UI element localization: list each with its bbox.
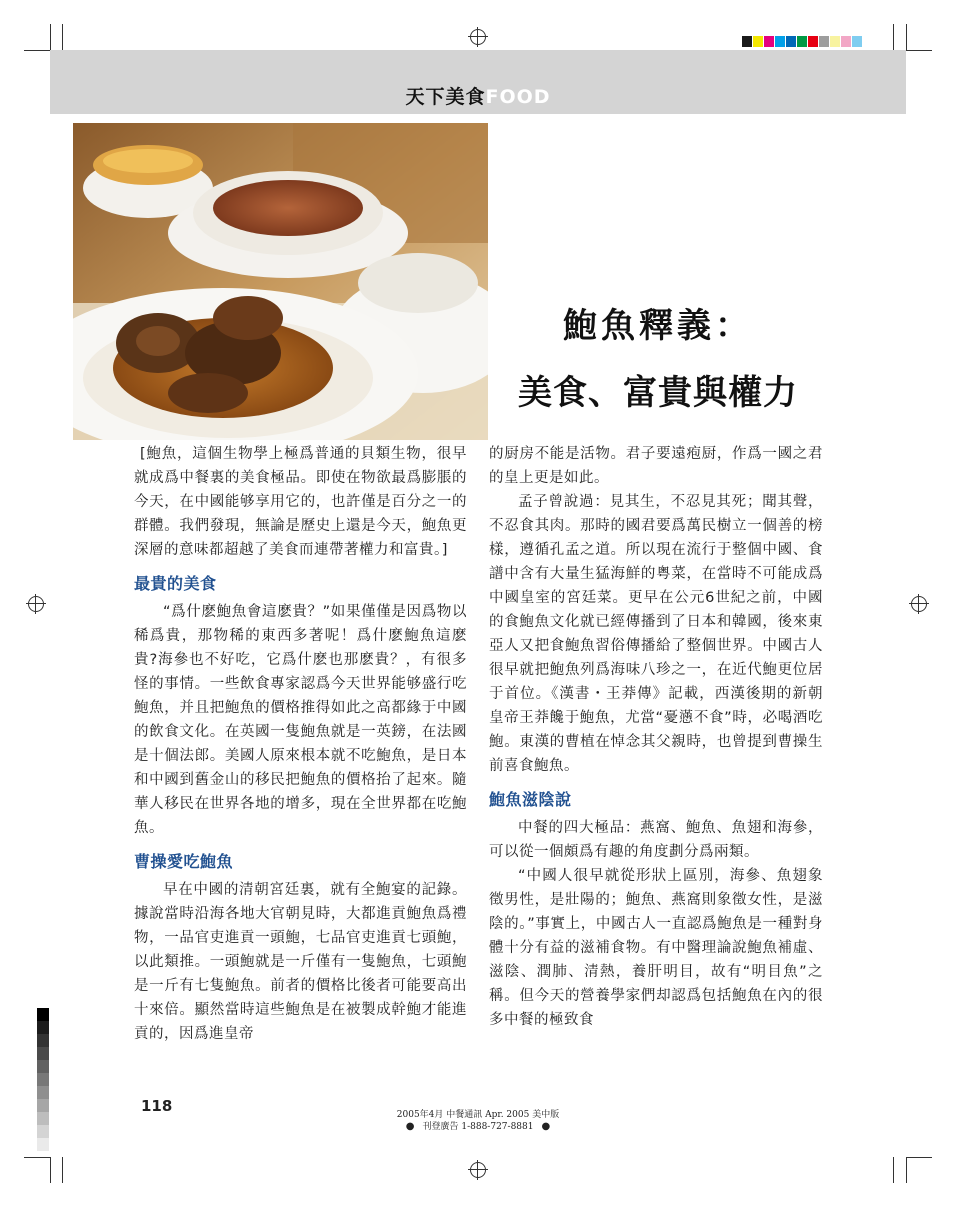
- section-title: [0, 82, 956, 109]
- crop-mark: [62, 24, 63, 50]
- abalone-dish-photo: [73, 123, 488, 440]
- article-headline-line2: 美食、富貴與權力: [518, 373, 798, 413]
- body-paragraph: 孟子曾說過：見其生，不忍見其死；聞其聲，不忍食其肉。那時的國君要爲萬民樹立一個善的榜樣，遵循孔孟之道。所以現在流行于整個中國、食譜中含有大量生猛海鮮的粤菜，在當時不可能成爲中國皇室的宮廷菜。更早在公元6世紀之前，中國的食鮑魚文化就已經傳播到了日本和韓國，後來東亞人又把食鮑魚習俗傳播給了整個世界。中國古人很早就把鮑魚列爲海味八珍之一，在近代鮑更位居于首位。《漢書・王莽傳》記載，西漢後期的新朝皇帝王莽饞于鮑魚，尤當“憂懣不食”時，必喝酒吃鮑。東漢的曹植在悼念其父親時，也曾提到曹操生前喜食鮑魚。: [489, 494, 823, 774]
- body-paragraph: 早在中國的清朝宮廷裏，就有全鮑宴的記錄。據說當時沿海各地大官朝見時，大都進貢鮑魚爲禮物，一品官吏進貢一頭鮑，七品官吏進貢七頭鮑，以此類推。一頭鮑就是一斤僅有一隻鮑魚，七頭鮑是一斤有七隻鮑魚。前者的價格比後者可能要高出十來倍。顯然當時這些鮑魚是在被製成幹鮑才能進貢的，因爲進皇帝: [134, 882, 467, 1042]
- body-paragraph: “中國人很早就從形狀上區別，海參、魚翅象徵男性，是壯陽的；鮑魚、燕窩則象徵女性，是滋陰的。”事實上，中國古人一直認爲鮑魚是一種對身體十分有益的滋補食物。有中醫理論說鮑魚補虛、滋陰、潤肺、清熱，養肝明目，故有“明目魚”之稱。但今天的營養學家們却認爲包括鮑魚在內的很多中餐的極致食: [489, 868, 823, 1028]
- color-swatch: [742, 36, 753, 47]
- color-calibration-bar: [742, 36, 863, 47]
- crop-mark: [893, 24, 894, 50]
- article-headline-line1: 鮑魚釋義：: [563, 306, 753, 346]
- bullet-icon: ●: [541, 1121, 551, 1132]
- color-swatch: [775, 36, 786, 47]
- article-intro: [鮑魚，這個生物學上極爲普通的貝類生物，很早就成爲中餐裏的美食極品。即使在物欲最爲膨脹的今天，在中國能够享用它的，也許僅是百分之一的群體。我們發現，無論是歷史上還是今天，鮑魚更深層的意味都超越了美食而連帶著權力和富貴。]: [134, 446, 467, 558]
- bullet-icon: ●: [405, 1121, 415, 1132]
- footer-issue-info: 2005年4月 中餐通訊 Apr. 2005 美中版: [396, 1110, 560, 1120]
- body-paragraph: “爲什麽鮑魚會這麽貴？”如果僅僅是因爲物以稀爲貴，那物稀的東西多著呢！爲什麽鮑魚這麽貴?海參也不好吃，它爲什麽也那麽貴？，有很多怪的事情。一些飲食專家認爲今天世界能够盛行吃鮑魚，并且把鮑魚的價格推得如此之高都緣于中國的飲食文化。在英國一隻鮑魚就是一英鎊，在法國是十個法郎。美國人原來根本就不吃鮑魚，是日本和中國到舊金山的移民把鮑魚的價格抬了起來。隨華人移民在世界各地的增多，現在全世界都在吃鮑魚。: [134, 604, 467, 836]
- color-swatch: [797, 36, 808, 47]
- section-heading: 最貴的美食: [134, 574, 217, 593]
- color-swatch: [830, 36, 841, 47]
- crop-mark: [24, 50, 50, 51]
- article-right-column: [489, 442, 823, 1032]
- crop-mark: [50, 24, 51, 50]
- section-title-zh: 天下美食: [405, 86, 486, 108]
- registration-mark-icon: [26, 594, 46, 614]
- crop-mark: [50, 1157, 51, 1183]
- footer-ad-text: 刊登廣告 1-888-727-8881: [422, 1122, 534, 1132]
- crop-mark: [906, 50, 932, 51]
- footer-ad-line: [0, 1119, 956, 1132]
- color-swatch: [786, 36, 797, 47]
- crop-mark: [893, 1157, 894, 1183]
- color-swatch: [852, 36, 863, 47]
- section-heading: 鮑魚滋陰說: [489, 790, 572, 809]
- registration-mark-icon: [909, 594, 929, 614]
- color-swatch: [753, 36, 764, 47]
- registration-mark-icon: [468, 1160, 488, 1180]
- article-left-column: [134, 442, 467, 1046]
- color-swatch: [764, 36, 775, 47]
- body-paragraph: 中餐的四大極品：燕窩、鮑魚、魚翅和海參，可以從一個頗爲有趣的角度劃分爲兩類。: [489, 820, 823, 860]
- crop-mark: [906, 1157, 932, 1158]
- color-swatch: [808, 36, 819, 47]
- section-title-en: FOOD: [485, 86, 551, 108]
- section-heading: 曹操愛吃鮑魚: [134, 852, 234, 871]
- crop-mark: [906, 24, 907, 50]
- crop-mark: [24, 1157, 50, 1158]
- registration-mark-icon: [468, 27, 488, 47]
- body-paragraph: 的厨房不能是活物。君子要遠疱厨，作爲一國之君的皇上更是如此。: [489, 446, 823, 486]
- crop-mark: [906, 1157, 907, 1183]
- color-swatch: [841, 36, 852, 47]
- color-swatch: [819, 36, 830, 47]
- crop-mark: [62, 1157, 63, 1183]
- page-number: 118: [141, 1097, 173, 1115]
